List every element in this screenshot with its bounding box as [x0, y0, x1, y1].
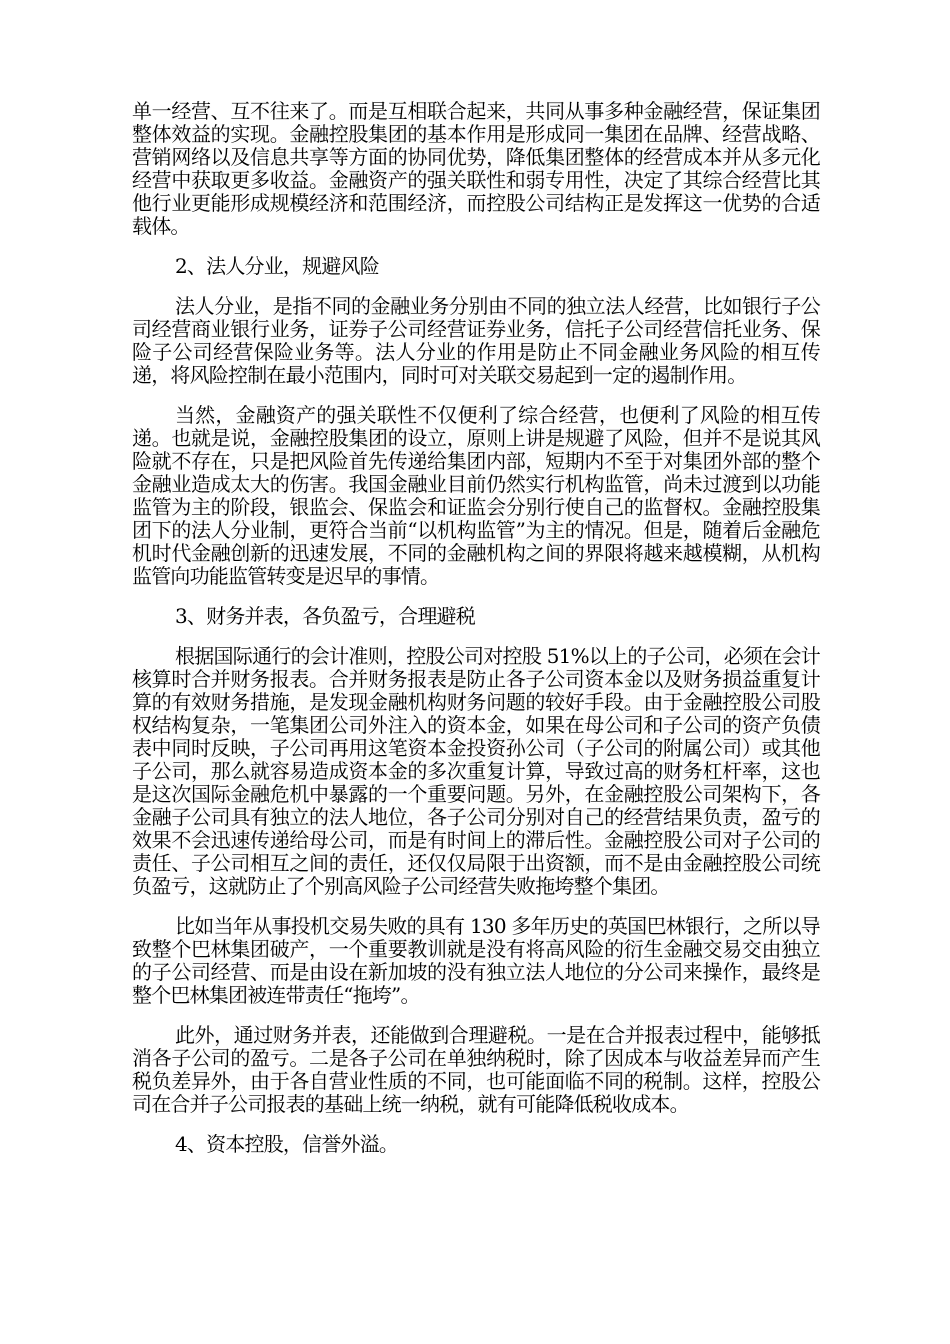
paragraph-barings-example: 比如当年从事投机交易失败的具有 130 多年历史的英国巴林银行，之所以导致整个巴林集团破产，一个重要教训就是没有将高风险的衍生金融交易交由独立的子公司经营、而是由设在新加坡的没有独立法人地位的分公司来操作，最终是整个巴林集团被连带责任“拖垮”。: [132, 914, 820, 1007]
document-body: [132, 100, 820, 1173]
section-heading-4: 4、资本控股，信誉外溢。: [175, 1132, 399, 1156]
section-heading-2: 2、法人分业，规避风险: [175, 254, 379, 278]
section-heading-3: 3、财务并表，各负盈亏，合理避税: [175, 604, 475, 628]
paragraph-integrated-operations: 单一经营、互不往来了。而是互相联合起来，共同从事多种金融经营，保证集团整体效益的实现。金融控股集团的基本作用是形成同一集团在品牌、经营战略、营销网络以及信息共享等方面的协同优势，降低集团整体的经营成本并从多元化经营中获取更多收益。金融资产的强关联性和弱专用性，决定了其综合经营比其他行业更能形成规模经济和范围经济，而控股公司结构正是发挥这一优势的合适载体。: [132, 99, 820, 238]
paragraph-consolidated-statements: 根据国际通行的会计准则，控股公司对控股 51%以上的子公司，必须在会计核算时合并财务报表。合并财务报表是防止各子公司资本金以及财务损益重复计算的有效财务措施，是发现金融机构财务问题的较好手段。由于金融控股公司股权结构复杂，一笔集团公司外注入的资本金，如果在母公司和子公司的资产负债表中同时反映，子公司再用这笔资本金投资孙公司（子公司的附属公司）或其他子公司，那么就容易造成资本金的多次重复计算，导致过高的财务杠杆率，这也是这次国际金融危机中暴露的一个重要问题。另外，在金融控股公司架构下，各金融子公司具有独立的法人地位，各子公司分别对自己的经营结果负责，盈亏的效果不会迅速传递给母公司，而是有时间上的滞后性。金融控股公司对子公司的责任、子公司相互之间的责任，还仅仅局限于出资额，而不是由金融控股公司统负盈亏，这就防止了个别高风险子公司经营失败拖垮整个集团。: [132, 644, 820, 898]
paragraph-risk-transmission: 当然，金融资产的强关联性不仅便利了综合经营，也便利了风险的相互传递。也就是说，金融控股集团的设立，原则上讲是规避了风险，但并不是说其风险就不存在，只是把风险首先传递给集团内部，短期内不至于对集团外部的整个金融业造成太大的伤害。我国金融业目前仍然实行机构监管，尚未过渡到以功能监管为主的阶段，银监会、保监会和证监会分别行使自己的监督权。金融控股集团下的法人分业制，更符合当前“以机构监管”为主的情况。但是，随着后金融危机时代金融创新的迅速发展，不同的金融机构之间的界限将越来越模糊，从机构监管向功能监管转变是迟早的事情。: [132, 403, 820, 588]
paragraph-tax-avoidance: 此外，通过财务并表，还能做到合理避税。一是在合并报表过程中，能够抵消各子公司的盈亏。二是各子公司在单独纳税时，除了因成本与收益差异而产生税负差异外，由于各自营业性质的不同，也可能面临不同的税制。这样，控股公司在合并子公司报表的基础上统一纳税，就有可能降低税收成本。: [132, 1023, 820, 1116]
paragraph-legal-entity-separation: 法人分业，是指不同的金融业务分别由不同的独立法人经营，比如银行子公司经营商业银行业务，证券子公司经营证券业务，信托子公司经营信托业务、保险子公司经营保险业务等。法人分业的作用是防止不同金融业务风险的相互传递，将风险控制在最小范围内，同时可对关联交易起到一定的遏制作用。: [132, 294, 820, 387]
